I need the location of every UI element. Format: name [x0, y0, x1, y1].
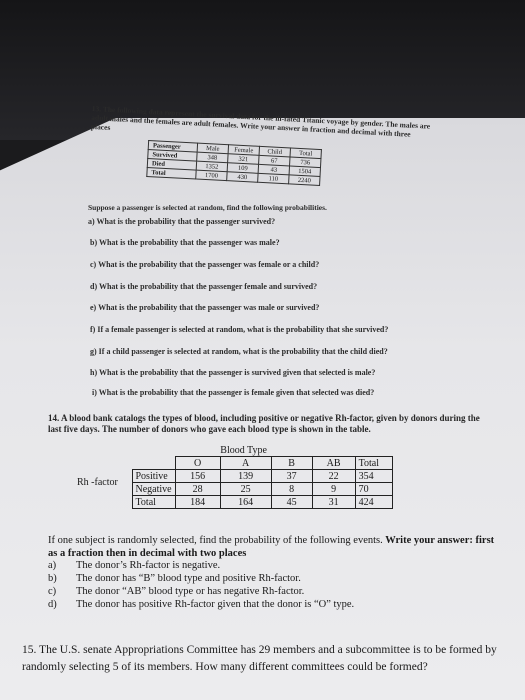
table-cell: 45 — [271, 496, 312, 509]
table-cell: B — [271, 457, 312, 470]
table-cell: 164 — [220, 496, 271, 509]
table-cell: 9 — [312, 483, 355, 496]
table-cell: 354 — [355, 470, 392, 483]
q15-text: 15. The U.S. senate Appropriations Committee has 29 members and a subcommittee is to be formed by randomly selecting 5 of its members. How many different committees could be formed? — [22, 643, 497, 673]
table-cell: 1700 — [196, 170, 227, 181]
option-letter: d) — [48, 599, 57, 610]
table-cell: A — [220, 457, 271, 470]
q13-intro: 13. The following data represent the survival data for the ill-fated Titanic voyage by gender. The males are adult males and the females are adult females. Write your answer in fraction and decimal with three places — [90, 104, 431, 139]
table-cell: 43 — [258, 164, 289, 175]
table-cell: Passenger — [148, 141, 197, 153]
q14-prompt-bold: Write your answer: first as a fraction then in decimal with two places — [48, 534, 495, 559]
q13-question-g: g) If a child passenger is selected at random, what is the probability that the child died? — [90, 347, 388, 356]
table-cell: 22 — [312, 470, 355, 483]
option-text: The donor’s Rh-factor is negative. — [76, 560, 221, 571]
q13-question-b: b) What is the probability that the passenger was male? — [90, 238, 280, 247]
table-cell: 110 — [258, 173, 289, 184]
option-text: The donor “AB” blood type or has negative Rh-factor. — [76, 586, 305, 597]
table-cell: 736 — [290, 157, 321, 168]
row-label: Total — [132, 496, 175, 509]
q14-option-b — [48, 573, 301, 585]
rh-factor-label: Rh -factor — [77, 477, 118, 488]
table-cell: 8 — [271, 483, 312, 496]
table-cell: 1352 — [196, 161, 227, 172]
q13-question-f: f) If a female passenger is selected at random, what is the probability that she survived? — [90, 325, 389, 334]
table-cell: 67 — [259, 155, 290, 166]
q14-prompt-plain: If one subject is randomly selected, find the probability of the following events. — [48, 534, 383, 546]
table-cell: 37 — [271, 470, 312, 483]
option-text: The donor has “B” blood type and positive Rh-factor. — [76, 573, 301, 584]
q13-question-h: h) What is the probability that the passenger is survived given that selected is male? — [90, 368, 376, 377]
table-cell: Survived — [148, 150, 197, 162]
q13-question-d: d) What is the probability that the passenger female and survived? — [90, 282, 318, 291]
q14-option-a — [48, 560, 220, 572]
table-cell: 25 — [220, 483, 271, 496]
option-letter: b) — [48, 573, 57, 584]
table-cell: Died — [147, 158, 196, 170]
table-cell: 28 — [175, 483, 220, 496]
titanic-table — [146, 140, 322, 186]
table-header-row — [74, 457, 392, 470]
table-cell: 348 — [197, 152, 228, 163]
q14-intro: 14. A blood bank catalogs the types of blood, including positive or negative Rh-factor, given by donors during the last five days. The number of donors who gave each blood type is shown in the table. — [48, 413, 480, 434]
q13-question-i: i) What is the probability that the passenger is female given that selected was died? — [92, 388, 375, 397]
table-cell: Total — [147, 167, 196, 179]
table-cell: 424 — [355, 496, 392, 509]
table-cell: 139 — [220, 470, 271, 483]
table-row — [74, 496, 392, 509]
table-row — [74, 470, 392, 483]
q13-suppose: Suppose a passenger is selected at random, find the following probabilities. — [88, 203, 327, 212]
table-cell: 156 — [175, 470, 220, 483]
option-letter: a) — [48, 560, 57, 571]
table-cell: 321 — [228, 154, 259, 165]
blood-type-title: Blood Type — [220, 444, 267, 456]
q14-option-c — [48, 586, 304, 598]
table-cell: Male — [197, 143, 228, 154]
table-cell: 184 — [175, 496, 220, 509]
table-cell: 31 — [312, 496, 355, 509]
table-cell: Total — [355, 457, 392, 470]
table-cell: AB — [312, 457, 355, 470]
table-cell: Child — [259, 146, 290, 157]
question-13-block — [88, 104, 511, 196]
q14-option-d — [48, 599, 354, 611]
row-label: Negative — [132, 483, 175, 496]
q13-question-c: c) What is the probability that the passenger was female or a child? — [90, 260, 320, 269]
table-cell: 430 — [227, 172, 258, 183]
table-cell: Total — [290, 148, 321, 159]
table-cell: 70 — [355, 483, 392, 496]
table-cell: 2240 — [289, 175, 320, 186]
option-text: The donor has positive Rh-factor given that the donor is “O” type. — [76, 599, 355, 610]
row-label: Positive — [132, 470, 175, 483]
table-cell: 1504 — [289, 166, 320, 177]
q13-question-a: a) What is the probability that the passenger survived? — [88, 217, 276, 226]
option-letter: c) — [48, 586, 57, 597]
q14-prompt — [48, 534, 498, 560]
table-cell: O — [175, 457, 220, 470]
table-cell: Female — [228, 145, 259, 156]
q13-question-e: e) What is the probability that the passenger was male or survived? — [90, 303, 320, 312]
table-cell: 109 — [227, 163, 258, 174]
blood-type-table — [74, 444, 393, 509]
